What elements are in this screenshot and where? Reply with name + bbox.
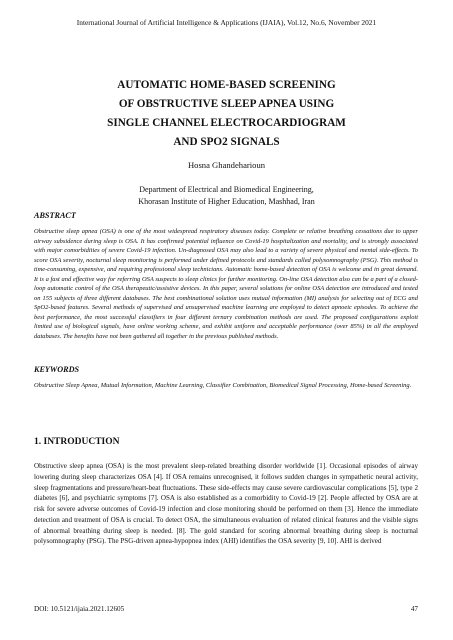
paper-title	[40, 76, 413, 152]
author-name: Hosna Ghandeharioun	[187, 160, 266, 170]
keywords-heading: KEYWORDS	[34, 365, 80, 374]
footer-doi: DOI: 10.5121/ijaia.2021.12605	[34, 605, 125, 613]
title-line-1: AUTOMATIC HOME-BASED SCREENING	[117, 79, 336, 91]
introduction-heading: 1. INTRODUCTION	[34, 437, 120, 447]
affiliation-line-1: Department of Electrical and Biomedical Engineering,	[139, 185, 314, 194]
journal-header: International Journal of Artificial Intelligence & Applications (IJAIA), Vol.12, No.6, November 2021	[76, 18, 377, 27]
abstract-text: Obstructive sleep apnea (OSA) is one of the most widespread respiratory diseases today. Complete or relative breathing cessations due to upper airway subsidence during sleep is OSA. It has confirmed potential influence on Covid-19 hospitalization and mortality, and is strongly associated with major comorbidities of severe Covid-19 infection. Un-diagnosed OSA may also lead to a variety of severe physical and mental side-effects. To score OSA severity, nocturnal sleep monitoring is performed under defined protocols and standards called polysomnography (PSG). This method is time-consuming, expensive, and requiring professional sleep technicians. Automatic home-based detection of OSA is welcome and in great demand. It is a fast and effective way for referring OSA suspects to sleep clinics for further monitoring. On-line OSA detection also can be a part of a closed-loop automatic control of the OSA therapeutic/assistive devices. In this paper, several solutions for online OSA detection are introduced and tested on 155 subjects of three different databases. The best combinational solution uses mutual information (MI) analysis for selecting out of ECG and SpO2-based features. Several methods of supervised and unsupervised machine learning are employed to detect apnoeic episodes. To achieve the best performance, the most successful classifiers in four different ternary combination methods are used. The proposed configurations exploit limited use of biological signals, have online working scheme, and exhibit uniform and acceptable performance (over 85%) in all the employed databases. The benefits have not been gathered all together in the previous published methods.	[34, 228, 418, 340]
title-line-3: SINGLE CHANNEL ELECTROCARDIOGRAM	[107, 117, 346, 129]
introduction-text: Obstructive sleep apnea (OSA) is the most prevalent sleep-related breathing disorder worldwide [1]. Occasional episodes of airway lowering during sleep characterizes OSA [4]. If OSA remains unrecognised, it follows sudden changes in sympathetic neural activity, sleep fragmentations and pressure/heart-beat fluctuations. These side-effects may cause severe cardiovascular complications [5], type 2 diabetes [6], and psychiatric symptoms [7]. OSA is also established as a comorbidity to Covid-19 [2]. People affected by OSA are at risk for severe adverse outcomes of Covid-19 infection and close monitoring should be performed on them [3]. Hence the immediate detection and treatment of OSA is crucial. To detect OSA, the simultaneous evaluation of related clinical features and the visible signs of abnormal breathing during sleep is needed. [8]. The gold standard for scoring abnormal breathing during sleep is nocturnal polysomnography (PSG). The PSG-driven apnea-hypopnea index (AHI) identifies the OSA severity [9, 10]. AHI is derived	[34, 462, 418, 546]
abstract-heading: ABSTRACT	[34, 211, 76, 220]
affiliation	[0, 184, 453, 208]
page-number: 47	[410, 605, 418, 613]
affiliation-line-2: Khorasan Institute of Higher Education, Mashhad, Iran	[138, 197, 315, 206]
title-line-4: AND SPO2 SIGNALS	[173, 136, 280, 148]
keywords-text: Obstructive Sleep Apnea, Mutual Information, Machine Learning, Classifier Combination, Biomedical Signal Processing, Home-based Screening.	[34, 382, 412, 389]
title-line-2: OF OBSTRUCTIVE SLEEP APNEA USING	[118, 98, 335, 110]
